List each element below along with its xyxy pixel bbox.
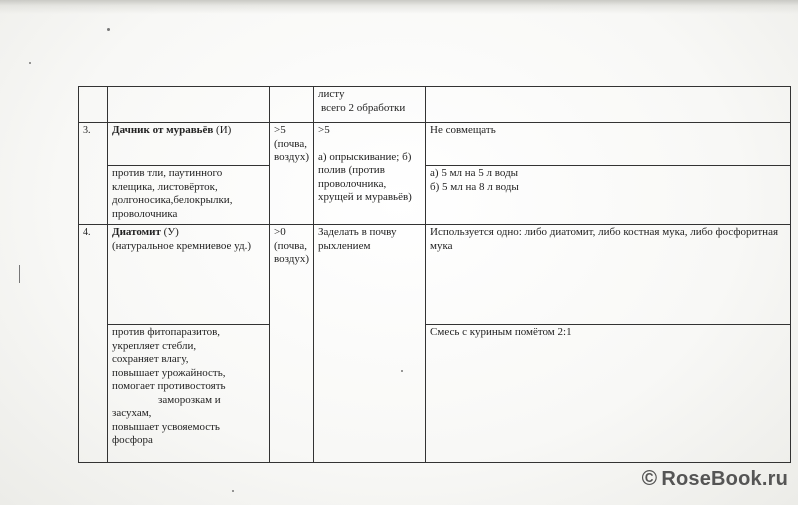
target-line: фосфора	[112, 434, 153, 446]
cell-note	[426, 87, 791, 123]
method-line: всего 2 обработки	[321, 101, 406, 114]
table-row	[79, 225, 791, 325]
cell-method	[314, 87, 426, 123]
waiting-value: >0 (почва, воздух)	[274, 226, 310, 265]
product-name-suffix: (У)	[160, 226, 179, 238]
target-line: сохраняет влагу,	[112, 353, 189, 365]
cell-dosage	[426, 166, 791, 225]
product-description: (натуральное кремниевое уд.)	[112, 239, 251, 252]
scan-speck	[107, 28, 110, 31]
cell-product-name	[108, 123, 270, 166]
product-name-suffix: (И)	[213, 124, 232, 136]
table-row	[79, 166, 791, 225]
table-row	[79, 325, 791, 463]
target-line: повышает урожайность,	[112, 366, 226, 379]
product-name: Диатомит	[112, 226, 161, 238]
row-number: 4.	[79, 225, 108, 463]
watermark	[642, 467, 788, 491]
cell-waiting	[270, 123, 314, 225]
scan-speck	[19, 265, 20, 283]
product-name: Дачник от муравьёв	[112, 124, 214, 136]
cell-note: Смесь с куриным помётом 2:1	[426, 325, 791, 463]
target-line: повышает усвояемость	[112, 420, 220, 433]
scan-edge-shadow	[0, 0, 798, 14]
dosage-line: б) 5 мл на 8 л воды	[430, 180, 519, 193]
target-line: засухам,	[112, 407, 152, 419]
copyright-icon: ©	[641, 467, 658, 490]
method-line: листу	[318, 88, 345, 100]
table-row	[79, 87, 791, 123]
treatment-table	[78, 86, 791, 463]
dosage-line: а) 5 мл на 5 л воды	[430, 167, 519, 179]
cell-targets	[108, 87, 270, 123]
table-row	[79, 123, 791, 166]
cell-note: Не совмещать	[426, 123, 791, 166]
method-text: а) опрыскивание; б) полив (против проволочника, хрущей и муравьёв)	[318, 150, 412, 203]
scan-speck	[29, 62, 31, 64]
cell-num	[79, 87, 108, 123]
scan-speck	[232, 490, 234, 492]
waiting-value: >5 (почва, воздух)	[274, 124, 310, 163]
cell-targets	[108, 325, 270, 463]
cell-targets: против тли, паутинного клещика, листовёрток, долгоносика,белокрылки, проволочника	[108, 166, 270, 225]
cell-waiting	[270, 225, 314, 463]
cell-waiting	[270, 87, 314, 123]
target-line: против фитопаразитов,	[112, 326, 221, 338]
row-number: 3.	[79, 123, 108, 225]
cell-note: Используется одно: либо диатомит, либо костная мука, либо фосфоритная мука	[426, 225, 791, 325]
target-line: заморозкам и	[158, 393, 221, 406]
target-line: помогает противостоять	[112, 380, 226, 392]
cell-product-name	[108, 225, 270, 325]
method-value: >5	[318, 124, 330, 136]
target-line: укрепляет стебли,	[112, 339, 197, 352]
watermark-text: RoseBook.ru	[661, 468, 788, 490]
cell-method	[314, 123, 426, 225]
cell-method: Заделать в почву рыхлением	[314, 225, 426, 463]
